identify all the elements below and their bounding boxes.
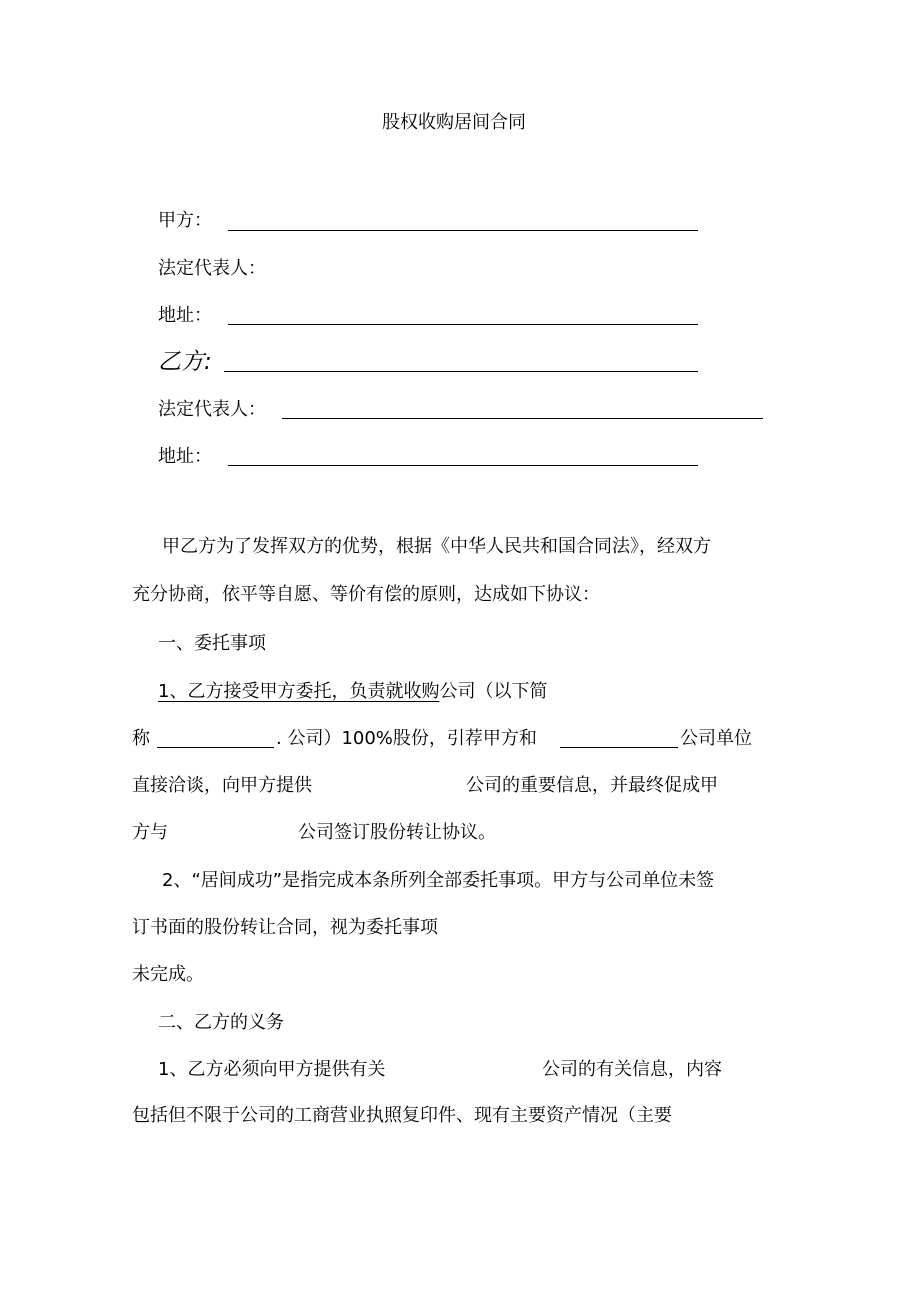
- section-1-item-1-line-2-b: . 公司）100%股份，引荐甲方和: [276, 728, 537, 749]
- company-name-blank-1[interactable]: [157, 747, 274, 748]
- intro-line-1: 甲乙方为了发挥双方的优势，根据《中华人民共和国合同法》，经双方: [162, 536, 711, 557]
- party-b-label: 乙方:: [158, 349, 212, 375]
- section-1-item-1-line-4-a: 方与: [132, 822, 168, 843]
- underlined-clause: 1、乙方接受甲方委托，负责就收购: [158, 681, 440, 702]
- section-2-heading: 二、乙方的义务: [158, 1012, 284, 1033]
- party-b-rep-blank[interactable]: [282, 418, 763, 419]
- party-b-blank[interactable]: [224, 371, 698, 372]
- section-1-item-2-line-2: 订书面的股份转让合同，视为委托事项: [132, 917, 438, 938]
- section-1-item-1-line-3-b: 公司的重要信息，并最终促成甲: [466, 775, 718, 796]
- section-1-item-1-line-3-a: 直接洽谈，向甲方提供: [132, 775, 312, 796]
- section-2-item-1-line-1-b: 公司的有关信息，内容: [542, 1059, 722, 1080]
- party-a-rep-label: 法定代表人：: [158, 258, 266, 279]
- party-b-rep-label: 法定代表人：: [158, 399, 266, 420]
- party-a-blank[interactable]: [228, 230, 698, 231]
- section-1-heading: 一、委托事项: [158, 633, 266, 654]
- company-name-blank-2[interactable]: [560, 747, 678, 748]
- section-1-item-1-line-2-a: 称: [132, 728, 150, 749]
- section-2-item-1-line-1-a: 1、乙方必须向甲方提供有关: [158, 1059, 386, 1080]
- section-1-item-1-line-2-c: 公司单位: [680, 728, 752, 749]
- section-2-item-1-line-2: 包括但不限于公司的工商营业执照复印件、现有主要资产情况（主要: [132, 1105, 672, 1126]
- party-a-address-blank[interactable]: [228, 324, 698, 325]
- section-1-item-1-line-4-b: 公司签订股份转让协议。: [298, 822, 496, 843]
- clause-rest: 公司（以下简: [439, 681, 548, 702]
- party-a-address-label: 地址：: [158, 305, 212, 326]
- section-1-item-2-line-1: 2、“居间成功”是指完成本条所列全部委托事项。甲方与公司单位未签: [162, 870, 715, 891]
- document-title: 股权收购居间合同: [382, 112, 526, 133]
- section-1-item-2-line-3: 未完成。: [132, 964, 204, 985]
- section-1-item-1-line-1: [158, 683, 547, 701]
- party-b-address-blank[interactable]: [228, 465, 698, 466]
- party-b-address-label: 地址：: [158, 446, 212, 467]
- party-a-label: 甲方：: [158, 210, 212, 231]
- intro-line-2: 充分协商，依平等自愿、等价有偿的原则，达成如下协议：: [132, 584, 600, 605]
